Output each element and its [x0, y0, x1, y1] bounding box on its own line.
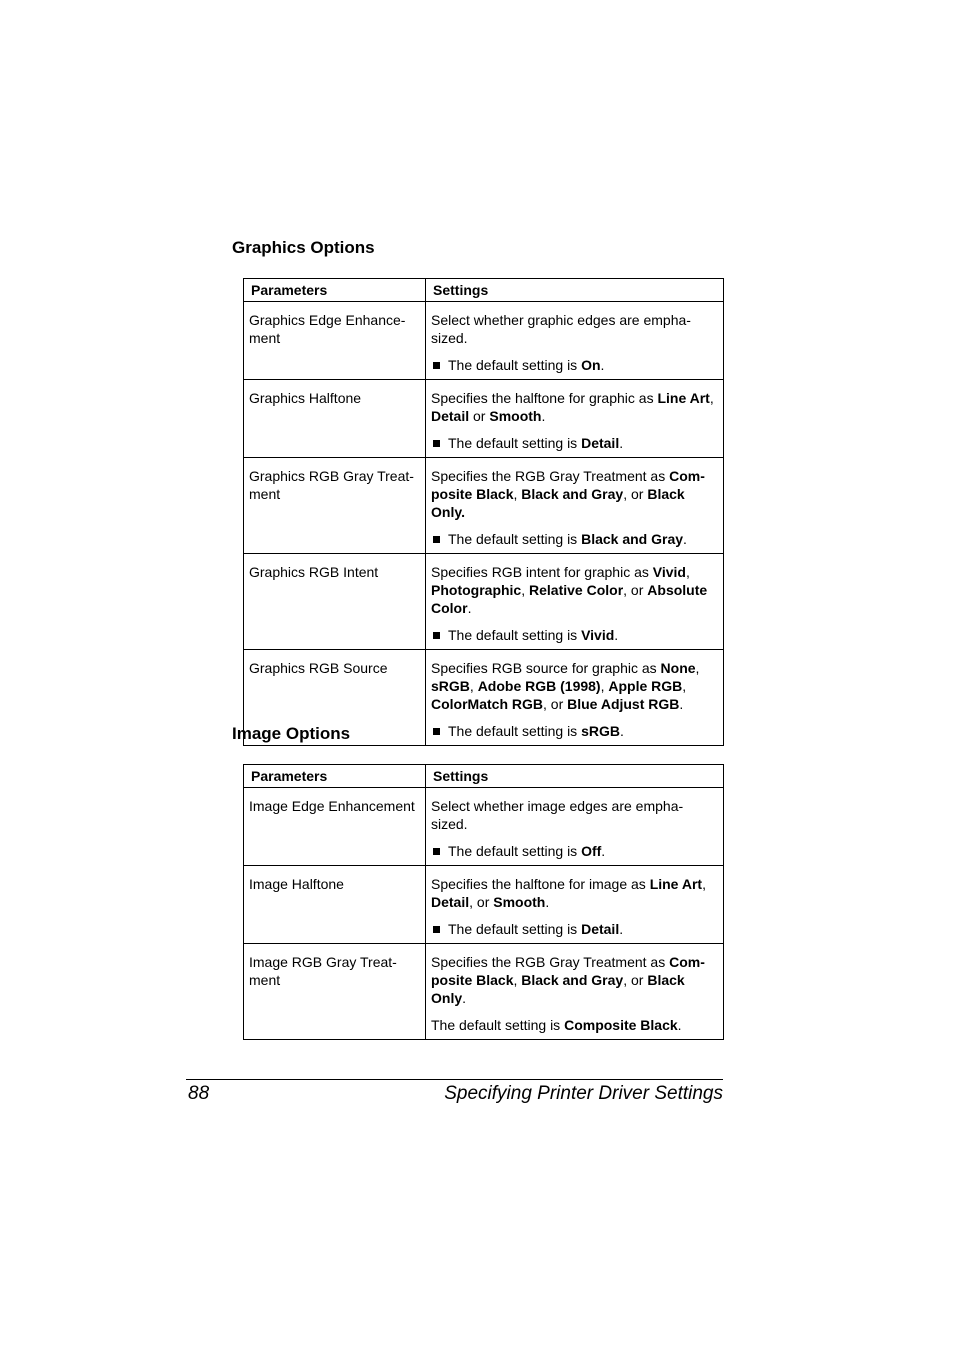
setting-cell [426, 302, 724, 380]
parameter-name: Graphics RGB Gray Treat- ment [244, 458, 426, 554]
default-text: The default setting is [448, 723, 582, 739]
square-bullet-icon [433, 440, 440, 447]
default-text: . [601, 843, 606, 859]
description-text: Specifies RGB source for graphic as [431, 660, 661, 676]
description-text: . [467, 600, 472, 616]
default-text: The default setting is [448, 357, 582, 373]
option-value: Line Art [657, 390, 710, 406]
default-setting [431, 434, 718, 452]
option-value: Detail [431, 408, 470, 424]
description-text: Specifies the halftone for graphic as [431, 390, 658, 406]
option-value: Com- posite Black [431, 954, 705, 988]
option-value: ColorMatch RGB [431, 696, 543, 712]
description-text: Select whether graphic edges are empha- sized. [431, 312, 691, 346]
table-row [244, 302, 724, 380]
default-value: Off [581, 843, 602, 859]
setting-cell [426, 866, 724, 944]
page-number: 88 [188, 1083, 210, 1104]
default-text: The default setting is [448, 843, 582, 859]
table-row [244, 380, 724, 458]
default-setting [431, 530, 718, 548]
default-text: The default setting is [448, 531, 582, 547]
graphics-options-body [244, 302, 724, 746]
setting-cell [426, 944, 724, 1040]
table-row [244, 788, 724, 866]
option-value: sRGB [431, 678, 470, 694]
footer-chapter-title: Specifying Printer Driver Settings [444, 1083, 723, 1104]
default-setting [431, 626, 718, 644]
table-row [244, 458, 724, 554]
default-setting [431, 722, 718, 740]
option-value: Black and Gray [521, 972, 624, 988]
default-text: . [619, 921, 624, 937]
square-bullet-icon [433, 362, 440, 369]
setting-description [431, 797, 718, 833]
graphics-options-heading: Graphics Options [232, 238, 375, 257]
setting-description [431, 875, 718, 911]
description-text: , [702, 876, 706, 892]
parameters-header: Parameters [244, 279, 426, 302]
description-text: , [709, 390, 714, 406]
square-bullet-icon [433, 728, 440, 735]
image-options-table [243, 764, 724, 1040]
default-value: Detail [581, 921, 620, 937]
description-text: , or [469, 894, 494, 910]
parameter-name: Image Edge Enhancement [244, 788, 426, 866]
option-value: Apple RGB [608, 678, 683, 694]
setting-description [431, 311, 718, 347]
option-value: Line Art [649, 876, 703, 892]
option-value: Detail [431, 894, 470, 910]
default-setting [431, 356, 718, 374]
description-text: . [679, 696, 684, 712]
default-setting [431, 1016, 718, 1034]
default-text: . [614, 627, 619, 643]
description-text: . [545, 894, 550, 910]
setting-cell [426, 650, 724, 746]
default-value: On [581, 357, 601, 373]
image-options-body [244, 788, 724, 1040]
setting-cell [426, 788, 724, 866]
setting-cell [426, 380, 724, 458]
default-text: The default setting is [448, 921, 582, 937]
square-bullet-icon [433, 848, 440, 855]
parameter-name: Image RGB Gray Treat- ment [244, 944, 426, 1040]
square-bullet-icon [433, 536, 440, 543]
description-text: Specifies the RGB Gray Treatment as [431, 468, 670, 484]
setting-cell [426, 554, 724, 650]
option-value: Black Only [431, 972, 685, 1006]
default-text: . [600, 357, 605, 373]
setting-description [431, 953, 718, 1007]
settings-header: Settings [426, 279, 724, 302]
description-text: . [541, 408, 546, 424]
description-text: , or [623, 972, 648, 988]
default-text: . [619, 435, 624, 451]
graphics-options-table [243, 278, 724, 746]
image-options-heading: Image Options [232, 724, 351, 743]
description-text: or [469, 408, 490, 424]
table-header-row [244, 279, 724, 302]
description-text: Specifies the halftone for image as [431, 876, 650, 892]
settings-header: Settings [426, 765, 724, 788]
option-value: None [660, 660, 696, 676]
default-setting [431, 842, 718, 860]
description-text: , [695, 660, 700, 676]
square-bullet-icon [433, 926, 440, 933]
default-value: Composite Black [564, 1017, 678, 1033]
footer-divider [186, 1079, 723, 1080]
default-text: The default setting is [448, 435, 582, 451]
table-row [244, 944, 724, 1040]
option-value: Smooth [489, 408, 542, 424]
description-text: Select whether image edges are empha- sized. [431, 798, 684, 832]
option-value: Absolute Color [431, 582, 708, 616]
table-row [244, 866, 724, 944]
default-value: sRGB [581, 723, 620, 739]
setting-description [431, 467, 718, 521]
option-value: Adobe RGB (1998) [477, 678, 601, 694]
description-text: , or [543, 696, 568, 712]
parameter-name: Graphics RGB Source [244, 650, 426, 746]
description-text: Specifies the RGB Gray Treatment as [431, 954, 670, 970]
description-text: , [521, 582, 530, 598]
parameter-name: Graphics Edge Enhance- ment [244, 302, 426, 380]
default-value: Black and Gray [581, 531, 684, 547]
parameter-name: Graphics Halftone [244, 380, 426, 458]
default-value: Vivid [581, 627, 615, 643]
description-text: , [685, 564, 690, 580]
square-bullet-icon [433, 632, 440, 639]
description-text: , [600, 678, 609, 694]
default-text: . [619, 723, 624, 739]
table-header-row [244, 765, 724, 788]
default-text: The default setting is [448, 627, 582, 643]
description-text: , [513, 486, 522, 502]
option-value: Blue Adjust RGB [567, 696, 680, 712]
setting-description [431, 389, 718, 425]
default-value: Detail [581, 435, 620, 451]
description-text: , or [623, 486, 648, 502]
setting-cell [426, 458, 724, 554]
description-text: , [469, 678, 478, 694]
parameter-name: Graphics RGB Intent [244, 554, 426, 650]
parameters-header: Parameters [244, 765, 426, 788]
description-text: , [513, 972, 522, 988]
default-text: The default setting is [431, 1017, 565, 1033]
description-text: , or [623, 582, 648, 598]
default-text: . [683, 531, 687, 547]
parameter-name: Image Halftone [244, 866, 426, 944]
description-text: Specifies RGB intent for graphic as [431, 564, 653, 580]
default-text: . [677, 1017, 682, 1033]
option-value: Black Only. [431, 486, 685, 520]
table-row [244, 554, 724, 650]
description-text: , [682, 678, 687, 694]
option-value: Black and Gray [521, 486, 624, 502]
option-value: Smooth [493, 894, 546, 910]
setting-description [431, 659, 718, 713]
description-text: . [462, 990, 467, 1006]
option-value: Vivid [652, 564, 686, 580]
option-value: Photographic [431, 582, 522, 598]
default-setting [431, 920, 718, 938]
setting-description [431, 563, 718, 617]
option-value: Relative Color [529, 582, 624, 598]
option-value: Com- posite Black [431, 468, 705, 502]
